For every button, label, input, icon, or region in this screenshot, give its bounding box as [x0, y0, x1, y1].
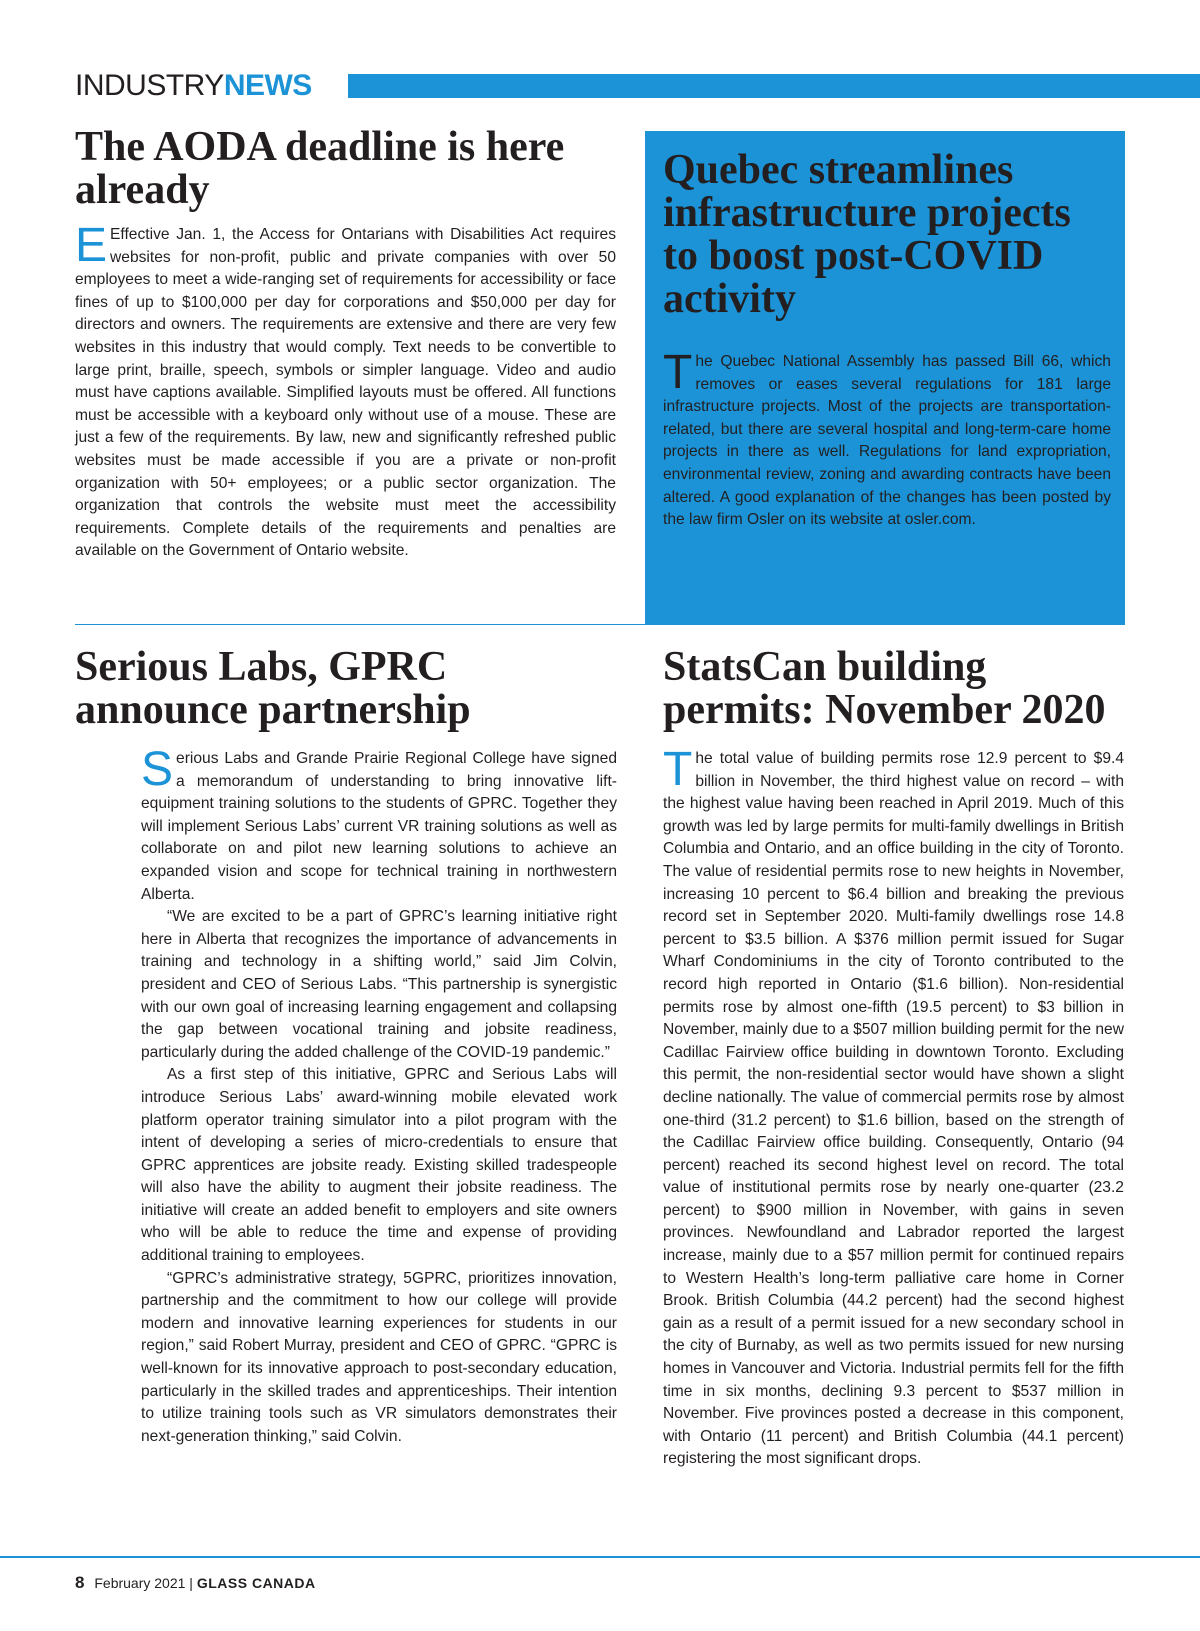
statscan-text: he total value of building permits rose 12.9 percent to $9.4 billion in November, the third highest value on record – with the highest value having been reached in April 2019. Much of this growth was led by large permits for multi-family dwellings in British Columbia and Ontario, and an office building in the city of Toronto. The value of residential permits rose to new heights in November, increasing 10 percent to $6.4 billion and breaking the previous record set in September 2020. Multi-family dwellings rose 14.8 percent to $3.5 billion. A $376 million permit issued for Sugar Wharf Condominiums in the city of Toronto contributed to the record high reported in Ontario ($1.6 billion). Non-residential permits rose by almost one-fifth (19.5 percent) to $3 billion in November, mainly due to a $507 million building permit for the new Cadillac Fairview office building in downtown Toronto. Excluding this permit, the non-residential sector would have shown a slight decline nationally. The value of commercial permits rose by almost one-third (31.2 percent) to $1.6 billion, based on the strength of the Cadillac Fairview office building. Consequently, Ontario (94 percent) reached its second highest level on record. The total value of institutional permits rose by nearly one-quarter (23.2 percent) to $900 million in November, with gains in seven provinces. Newfoundland and Labrador reported the largest increase, mainly due to a $57 million permit for continued repairs to Western Health’s long-term palliative care home in Corner Brook. British Columbia (44.2 percent) had the second highest gain as a result of a permit issued for a new secondary school in the city of Burnaby, as well as two permits issued for new nursing homes in Vancouver and Victoria. Industrial permits fell for the fifth time in six months, declining 9.3 percent to $537 million in November. Five provinces posted a decrease in this component, with Ontario (11 percent) and British Columbia (44.1 percent) registering the most significant drops.: [663, 750, 1124, 1468]
aoda-headline: The AODA deadline is here already: [75, 124, 565, 213]
quebec-dropcap: T: [663, 346, 693, 399]
quebec-text: he Quebec National Assembly has passed Bill 66, which removes or eases several regulations for 181 large infrastructure projects. Most of the projects are transportation-related, but there are several hospital and long-term-care home projects in there as well. Regulations for land expropriation, environmental review, zoning and awarding contracts have been altered. A good explanation of the changes has been posted by the law firm Osler on its website at osler.com.: [663, 353, 1111, 529]
serious-labs-p2: “We are excited to be a part of GPRC’s learning initiative right here in Alberta that recognizes the importance of advancements in training and technology in a shifting world,” said Jim Colvin, president and CEO of Serious Labs. “This partnership is synergistic with our own goal of increasing learning engagement and collapsing the gap between vocational training and jobsite readiness, particularly during the added challenge of the COVID-19 pandemic.”: [141, 908, 617, 1061]
section-emphasis: NEWS: [223, 69, 312, 102]
quebec-body: [663, 346, 1111, 532]
serious-labs-dropcap: S: [141, 743, 174, 796]
quebec-headline: Quebec streamlines infrastructure projects to boost post-COVID activity: [663, 147, 1071, 322]
serious-labs-p1: erious Labs and Grande Prairie Regional College have signed a memorandum of understanding to bring innovative lift-equipment training solutions to the students of GPRC. Together they will implement Serious Labs’ current VR training solutions as well as collaborate on and pilot new learning solutions to achieve an expanded vision and scope for technical training in northwestern Alberta.: [141, 750, 617, 903]
serious-labs-p3: As a first step of this initiative, GPRC and Serious Labs will introduce Serious Labs’ award-winning mobile elevated work platform operator training simulator into a pilot program with the intent of developing a series of micro-credentials to ensure that GPRC apprentices are jobsite ready. Existing skilled tradespeople will also have the ability to augment their jobsite readiness. The initiative will create an added benefit to employers and site owners who will be able to reduce the time and expense of providing additional training to employees.: [141, 1066, 617, 1265]
statscan-headline: StatsCan building permits: November 2020: [663, 644, 1106, 733]
serious-labs-body: [141, 743, 617, 1448]
page-footer: [75, 1573, 316, 1593]
serious-labs-headline: Serious Labs, GPRC announce partnership: [75, 644, 471, 733]
aoda-body: [75, 219, 616, 563]
issue-date: February 2021 |: [94, 1575, 193, 1591]
section-divider: [75, 624, 645, 625]
aoda-dropcap: E: [75, 219, 108, 272]
section-header: [75, 66, 312, 106]
header-accent-bar: [348, 74, 1200, 98]
statscan-body: [663, 743, 1124, 1471]
statscan-dropcap: T: [663, 743, 693, 796]
section-prefix: INDUSTRY: [75, 69, 224, 102]
magazine-name: GLASS CANADA: [196, 1575, 316, 1591]
footer-rule: [0, 1556, 1200, 1558]
serious-labs-p4: “GPRC’s administrative strategy, 5GPRC, prioritizes innovation, partnership and the commitment to how our college will provide modern and innovative learning experiences for students in our region,” said Robert Murray, president and CEO of GPRC. “GPRC is well-known for its innovative approach to post-secondary education, particularly in the skilled trades and apprenticeships. Their intention to utilize training tools such as VR simulators demonstrates their next-generation thinking,” said Colvin.: [141, 1269, 617, 1445]
aoda-text: Effective Jan. 1, the Access for Ontarians with Disabilities Act requires websites for non-profit, public and private companies with over 50 employees to meet a wide-ranging set of requirements for accessibility or face fines of up to $100,000 per day for corporations and $50,000 per day for directors and owners. The requirements are extensive and there are very few websites in this industry that would comply. Text needs to be convertible to large print, braille, speech, symbols or simpler language. Video and audio must have captions available. Simplified layouts must be offered. All functions must be accessible with a keyboard only without use of a mouse. These are just a few of the requirements. By law, new and significantly refreshed public websites must be made accessible if you are a private or non-profit organization with 50+ employees; or a public sector organization. The organization that controls the website must meet the accessibility requirements. Complete details of the requirements and penalties are available on the Government of Ontario website.: [75, 226, 616, 560]
page-number: 8: [75, 1573, 85, 1592]
quebec-sidebar-box: [645, 131, 1125, 625]
